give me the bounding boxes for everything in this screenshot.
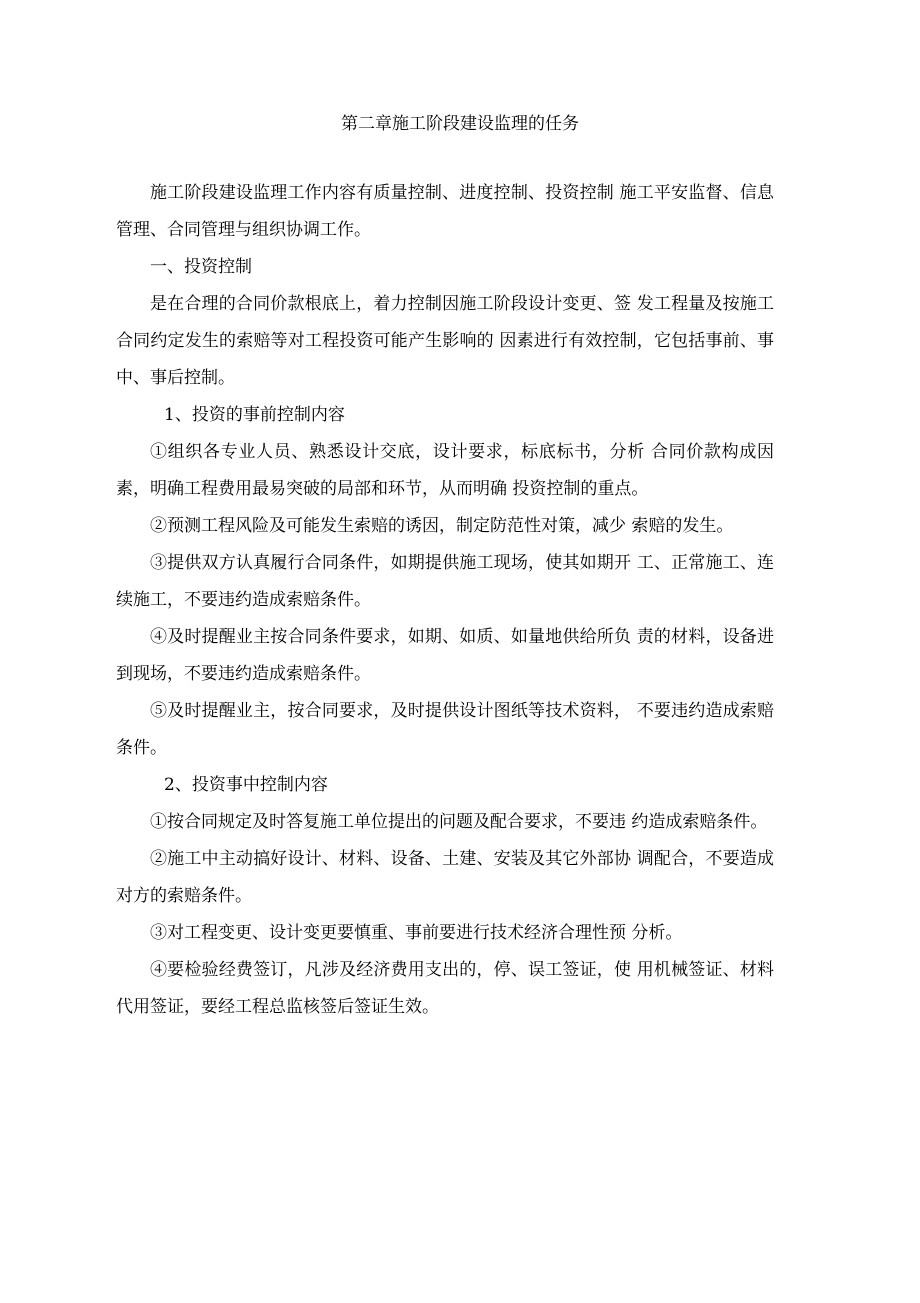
in-process-control-item-3: ③对工程变更、设计变更要慎重、事前要进行技术经济合理性预 分析。	[150, 923, 683, 943]
subsection-heading-in-process-control: 2、投资事中控制内容	[164, 775, 328, 795]
in-process-control-item-1: ①按合同规定及时答复施工单位提出的问题及配合要求，不要违 约造成索赔条件。	[150, 812, 768, 832]
pre-control-item-3: ③提供双方认真履行合同条件，如期提供施工现场，使其如期开 工、正常施工、连续施工，不要违约造成索赔条件。	[116, 553, 774, 610]
pre-control-item-5: ⑤及时提醒业主，按合同要求，及时提供设计图纸等技术资料， 不要违约造成索赔条件。	[116, 701, 774, 758]
subsection-heading-pre-control: 1、投资的事前控制内容	[164, 405, 345, 425]
in-process-control-item-4: ④要检验经费签订，凡涉及经济费用支出的，停、误工签证，使 用机械签证、材料代用签证，要经工程总监核签后签证生效。	[116, 960, 774, 1017]
pre-control-item-4: ④及时提醒业主按合同条件要求，如期、如质、如量地供给所负 责的材料，设备进到现场，不要违约造成索赔条件。	[116, 627, 774, 684]
section-heading-investment-control: 一、投资控制	[150, 257, 252, 277]
document-title: 第二章施工阶段建设监理的任务	[341, 114, 579, 134]
in-process-control-item-2: ②施工中主动搞好设计、材料、设备、土建、安装及其它外部协 调配合，不要造成对方的索赔条件。	[116, 849, 774, 906]
pre-control-item-1: ①组织各专业人员、熟悉设计交底，设计要求，标底标书，分析 合同价款构成因素，明确工程费用最易突破的局部和环节，从而明确 投资控制的重点。	[116, 442, 774, 499]
section-intro-paragraph: 是在合理的合同价款根底上，着力控制因施工阶段设计变更、签 发工程量及按施工合同约定发生的索赔等对工程投资可能产生影响的 因素进行有效控制，它包括事前、事中、事后控制。	[116, 294, 774, 388]
pre-control-item-2: ②预测工程风险及可能发生索赔的诱因，制定防范性对策，减少 索赔的发生。	[150, 516, 734, 536]
document-body	[116, 175, 774, 1026]
intro-paragraph: 施工阶段建设监理工作内容有质量控制、进度控制、投资控制 施工平安监督、信息管理、合同管理与组织协调工作。	[116, 183, 774, 240]
